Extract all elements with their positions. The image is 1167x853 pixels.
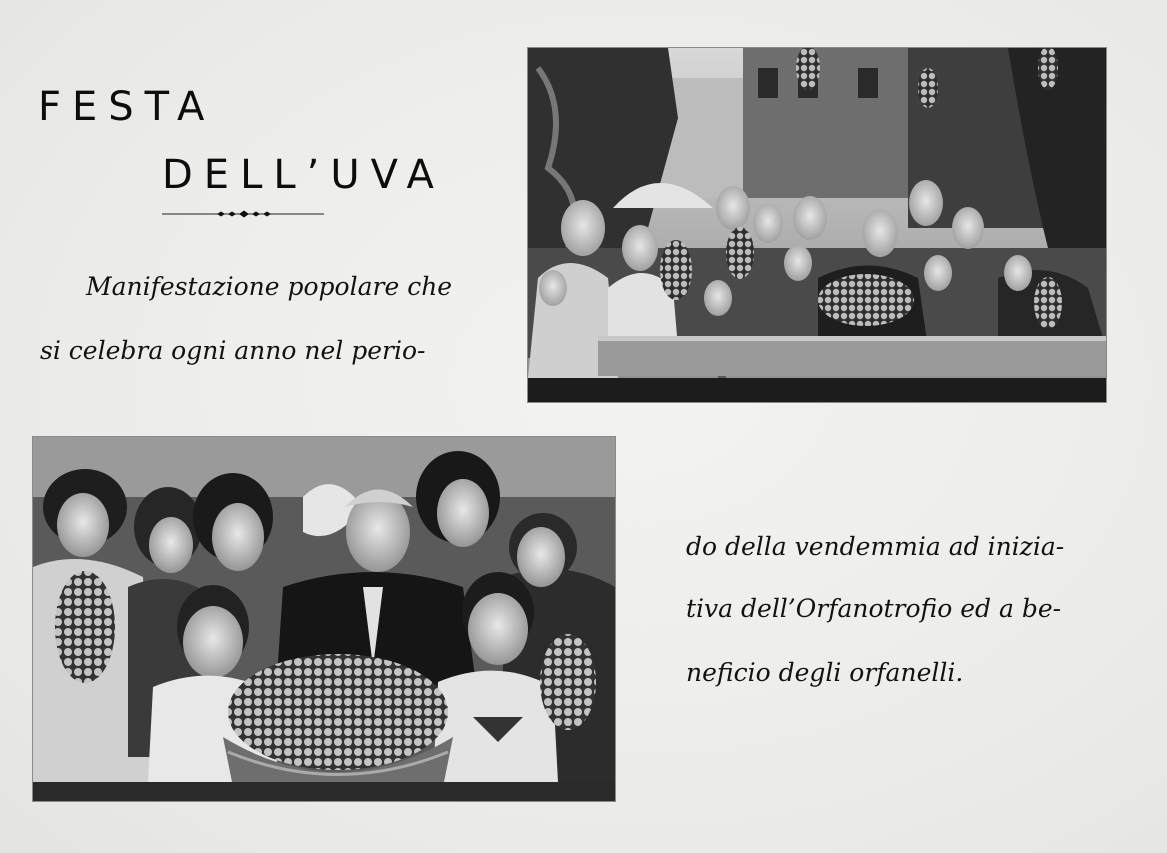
photo-children-with-grape-basket xyxy=(33,437,615,801)
continued-text-line-1: do della vendemmia ad inizia- xyxy=(686,532,1065,561)
title-line-2: DELL’UVA xyxy=(162,152,445,198)
title-ornament xyxy=(162,208,324,220)
photo-grape-festival-crowd xyxy=(528,48,1106,402)
intro-text-line-2: si celebra ogni anno nel perio- xyxy=(40,336,426,365)
intro-text-line-1: Manifestazione popolare che xyxy=(86,272,453,301)
title-line-1: FESTA xyxy=(38,84,216,130)
continued-text-line-3: neficio degli orfanelli. xyxy=(686,658,964,687)
continued-text-line-2: tiva dell’Orfanotrofio ed a be- xyxy=(686,594,1062,623)
